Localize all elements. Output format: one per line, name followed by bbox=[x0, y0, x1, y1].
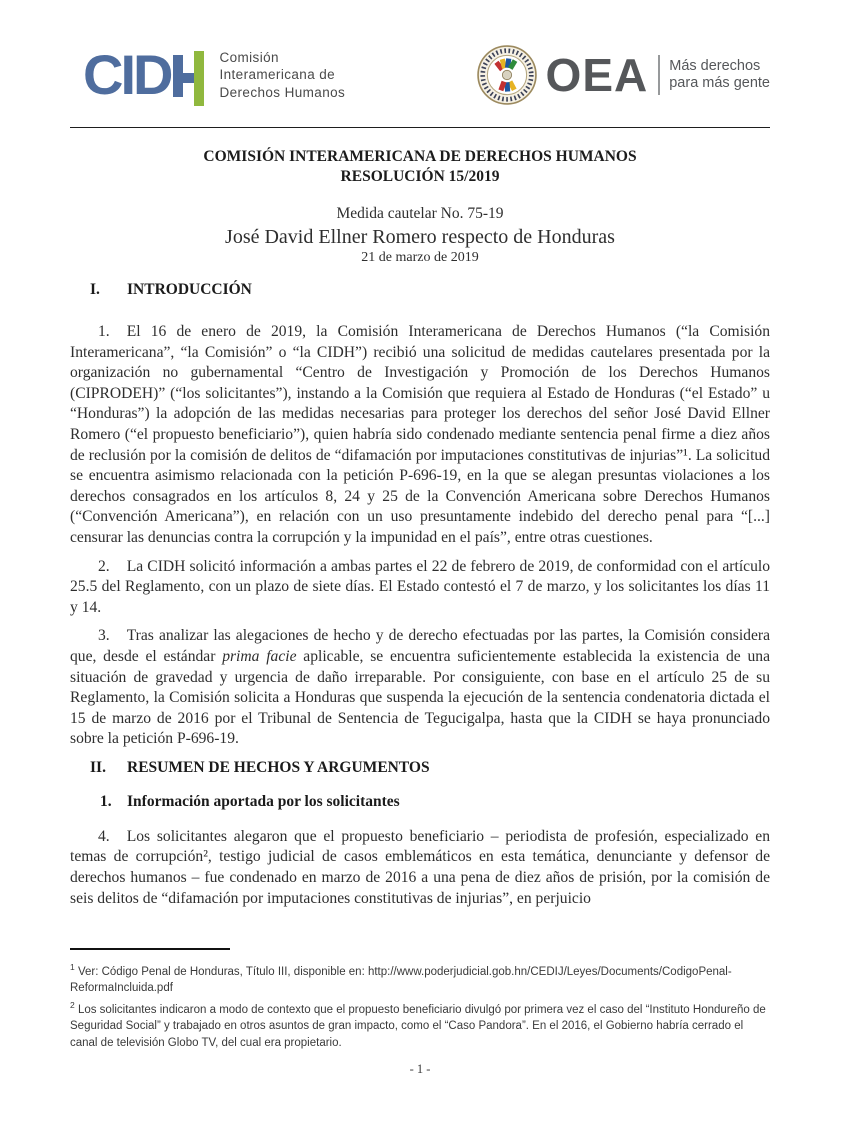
paragraph-number: 1. bbox=[98, 323, 110, 340]
footnote-text: Ver: Código Penal de Honduras, Título III, disponible en: http://www.poderjudicial.gob.hn/CEDIJ/Leyes/Documents/CodigoPenal-ReformaIncluida.pdf bbox=[70, 965, 732, 995]
oea-tagline bbox=[669, 58, 770, 92]
section-heading-introduccion bbox=[70, 280, 770, 300]
cidh-tagline-line: Interamericana de bbox=[219, 67, 336, 83]
footnote-text: Los solicitantes indicaron a modo de contexto que el propuesto beneficiario divulgó por primera vez el caso del “Instituto Hondureño de Seguridad Social” y trabajado en otros asuntos de gran impacto, como el “Caso Pandora”. En el 2016, el Gobierno habría cerrado el canal de televisión Globo TV, del cual era propietario. bbox=[70, 1003, 766, 1049]
subsection-number: 1. bbox=[100, 792, 112, 810]
cidh-logo bbox=[83, 43, 346, 106]
paragraph-text: Tras analizar las alegaciones de hecho y de derecho efectuadas por las partes, la Comisión considera que, desde el estándar bbox=[70, 627, 770, 665]
paragraph-number: 2. bbox=[98, 557, 110, 575]
paragraph-3 bbox=[70, 626, 770, 750]
document-title-line1: COMISIÓN INTERAMERICANA DE DERECHOS HUMANOS bbox=[203, 148, 637, 165]
footnote-divider bbox=[70, 948, 230, 950]
footnote-1 bbox=[70, 959, 770, 997]
title-block bbox=[70, 147, 770, 267]
cidh-tagline-line: Derechos Humanos bbox=[219, 84, 346, 100]
document-header bbox=[83, 44, 770, 106]
oea-logo-divider bbox=[658, 55, 660, 95]
document-body bbox=[70, 280, 770, 917]
case-name: José David Ellner Romero respecto de Honduras bbox=[225, 226, 615, 248]
paragraph-2 bbox=[70, 557, 770, 619]
paragraph-text: Los solicitantes alegaron que el propuesto beneficiario – periodista de profesión, especializado en temas de corrupción², testigo judicial de casos emblemáticos en esta temática, denunciante y defensor de derechos humanos – fue condenado en marzo de 2016 a una pena de diez años de prisión, por la comisión de seis delitos de “difamación por imputaciones constitutivas de injurias”, en perjuicio bbox=[70, 827, 770, 907]
cidh-letters: CID bbox=[83, 43, 171, 106]
footnote-marker: 1 bbox=[70, 962, 75, 972]
cidh-tagline-line: Comisión bbox=[219, 49, 279, 65]
paragraph-1 bbox=[70, 322, 770, 549]
oea-tagline-line: para más gente bbox=[669, 75, 770, 91]
page-number: - 1 - bbox=[409, 1062, 431, 1076]
subsection-title: Información aportada por los solicitantes bbox=[127, 792, 400, 810]
footnotes-area bbox=[70, 948, 770, 1051]
cidh-wordmark-icon bbox=[83, 43, 204, 106]
footnote-2 bbox=[70, 997, 770, 1051]
section-title: INTRODUCCIÓN bbox=[127, 281, 252, 298]
cidh-tagline bbox=[219, 49, 345, 102]
latin-phrase: prima facie bbox=[222, 647, 297, 665]
paragraph-number: 3. bbox=[98, 627, 110, 645]
oea-seal-icon bbox=[476, 44, 538, 106]
document-title-line2: RESOLUCIÓN 15/2019 bbox=[340, 168, 500, 185]
cidh-h-glyph-icon bbox=[173, 53, 204, 97]
paragraph-text: El 16 de enero de 2019, la Comisión Interamericana de Derechos Humanos (“la Comisión Interamericana”, “la Comisión” o “la CIDH”) recibió una solicitud de medidas cautelares presentada por la organización no gubernamental “Centro de Investigación y Promoción de los Derechos Humanos (CIPRODEH)” (“los solicitantes”), instando a la Comisión que requiera al Estado de Honduras (“el Estado” u “Honduras”) la adopción de las medidas necesarias para proteger los derechos del señor José David Ellner Romero (“el propuesto beneficiario”), quien habría sido condenado mediante sentencia penal firme a diez años de reclusión por la comisión de delitos de “difamación por imputaciones constitutivas de injurias”¹. La solicitud se encuentra asimismo relacionada con la petición P-696-19, en la que se alegan presuntas violaciones a los derechos consagrados en los artículos 8, 24 y 25 de la Convención Americana sobre Derechos Humanos (“Convención Americana”), en relación con un uso presuntamente indebido del derecho penal para “[...] censurar las denuncias contra la corrupción y la impunidad en el país”, entre otras cuestiones. bbox=[70, 323, 770, 546]
oea-acronym: OEA bbox=[545, 49, 649, 101]
section-heading-resumen bbox=[70, 758, 770, 778]
paragraph-text: La CIDH solicitó información a ambas partes el 22 de febrero de 2019, de conformidad con el artículo 25.5 del Reglamento, con un plazo de siete días. El Estado contestó el 7 de marzo, y los solicitantes los días 11 y 14. bbox=[70, 557, 770, 616]
oea-logo bbox=[476, 44, 770, 106]
paragraph-number: 4. bbox=[98, 827, 110, 845]
oea-tagline-line: Más derechos bbox=[669, 58, 761, 74]
subsection-heading-informacion-solicitantes bbox=[70, 792, 770, 812]
footnote-marker: 2 bbox=[70, 999, 75, 1010]
paragraph-4 bbox=[70, 827, 770, 909]
paragraph-text: aplicable, se encuentra suficientemente establecida la existencia de una situación de gravedad y urgencia de daño irreparable. Por consiguiente, con base en el artículo 25 de su Reglamento, la Comisión solicita a Honduras que suspenda la ejecución de la sentencia condenatoria dictada el 15 de marzo de 2016 por el Tribunal de Sentencia de Tegucigalpa, hasta que la CIDH se haya pronunciado sobre la petición P-696-19. bbox=[70, 647, 770, 748]
document-date: 21 de marzo de 2019 bbox=[361, 250, 479, 265]
section-number: I. bbox=[90, 281, 100, 298]
section-number: II. bbox=[90, 758, 106, 776]
section-title: RESUMEN DE HECHOS Y ARGUMENTOS bbox=[127, 758, 430, 776]
precautionary-measure-number: Medida cautelar No. 75-19 bbox=[336, 205, 504, 222]
header-divider bbox=[70, 127, 770, 128]
